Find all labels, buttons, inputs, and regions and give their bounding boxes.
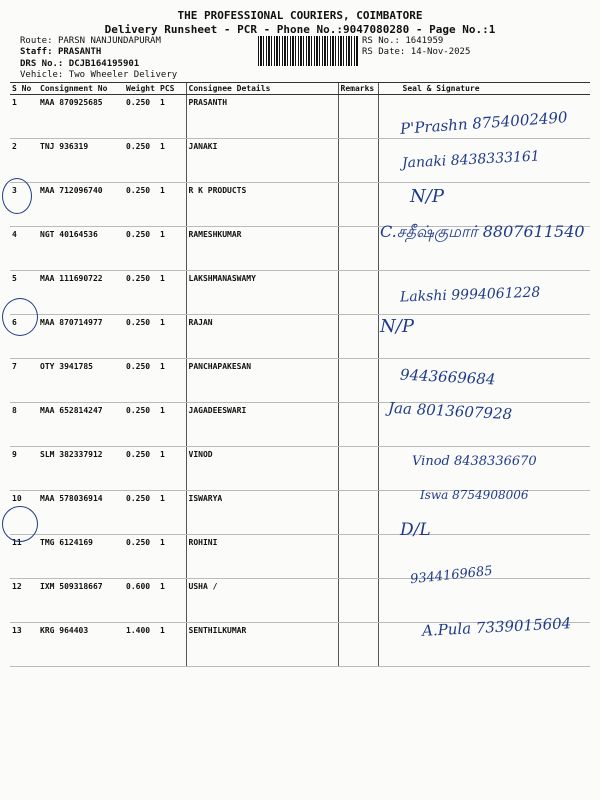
remarks-cell: [338, 535, 378, 579]
consignee-cell: USHA /: [186, 579, 338, 623]
consignee-cell: LAKSHMANASWAMY: [186, 271, 338, 315]
consignee-cell: JAGADEESWARI: [186, 403, 338, 447]
signature-row-8: Jaa 8013607928: [387, 398, 513, 424]
consignee-cell: ROHINI: [186, 535, 338, 579]
signature-row-13: A.Pula 7339015604: [421, 614, 572, 640]
col-consignee: Consignee Details: [186, 83, 338, 95]
remarks-cell: [338, 579, 378, 623]
consignment-cell: NGT 40164536: [38, 227, 124, 271]
table-row: [10, 315, 590, 359]
weight-cell: 1.400: [124, 623, 158, 667]
pcs-cell: 1: [158, 139, 186, 183]
consignment-cell: IXM 509318667: [38, 579, 124, 623]
circle-mark-row-11: [2, 506, 38, 542]
sno-cell: 5: [10, 271, 38, 315]
consignment-cell: MAA 111690722: [38, 271, 124, 315]
signature-row-3: N/P: [410, 186, 444, 207]
col-sno: S No: [10, 83, 38, 95]
remarks-cell: [338, 95, 378, 139]
consignee-cell: JANAKI: [186, 139, 338, 183]
sno-cell: 2: [10, 139, 38, 183]
pcs-cell: 1: [158, 491, 186, 535]
consignment-cell: MAA 870714977: [38, 315, 124, 359]
consignee-cell: ISWARYA: [186, 491, 338, 535]
sno-cell: 10: [10, 491, 38, 535]
vehicle-value: Two Wheeler Delivery: [68, 70, 178, 80]
staff-label: Staff:: [20, 47, 53, 57]
signature-row-5: Lakshi 9994061228: [399, 284, 541, 306]
pcs-cell: 1: [158, 95, 186, 139]
consignee-cell: VINOD: [186, 447, 338, 491]
barcode: [258, 36, 358, 66]
consignment-cell: OTY 3941785: [38, 359, 124, 403]
consignment-cell: TNJ 936319: [38, 139, 124, 183]
weight-cell: 0.250: [124, 359, 158, 403]
consignee-cell: RAJAN: [186, 315, 338, 359]
pcs-cell: 1: [158, 623, 186, 667]
pcs-cell: 1: [158, 579, 186, 623]
pcs-cell: 1: [158, 359, 186, 403]
remarks-cell: [338, 403, 378, 447]
remarks-cell: [338, 491, 378, 535]
table-header-row: [10, 83, 590, 95]
circle-mark-row-3: [2, 178, 32, 214]
consignee-cell: R K PRODUCTS: [186, 183, 338, 227]
pcs-cell: 1: [158, 315, 186, 359]
pcs-cell: 1: [158, 227, 186, 271]
runsheet-table: [10, 82, 590, 667]
table-body: [10, 95, 590, 667]
pcs-cell: 1: [158, 271, 186, 315]
route-line: [20, 36, 161, 46]
signature-row-2: Janaki 8438333161: [401, 148, 541, 172]
weight-cell: 0.250: [124, 315, 158, 359]
pcs-cell: 1: [158, 183, 186, 227]
col-remarks: Remarks: [338, 83, 378, 95]
vehicle-label: Vehicle:: [20, 70, 64, 80]
weight-cell: 0.250: [124, 535, 158, 579]
consignee-cell: SENTHILKUMAR: [186, 623, 338, 667]
sno-cell: 8: [10, 403, 38, 447]
remarks-cell: [338, 227, 378, 271]
consignment-cell: KRG 964403: [38, 623, 124, 667]
weight-cell: 0.250: [124, 227, 158, 271]
signature-row-7: 9443669684: [399, 365, 496, 389]
signature-row-12: 9344169685: [409, 563, 494, 588]
weight-cell: 0.600: [124, 579, 158, 623]
pcs-cell: 1: [158, 447, 186, 491]
remarks-cell: [338, 183, 378, 227]
consignment-cell: TMG 6124169: [38, 535, 124, 579]
route-value: PARSN NANJUNDAPURAM: [57, 36, 161, 46]
signature-row-6: N/P: [380, 316, 414, 337]
weight-cell: 0.250: [124, 447, 158, 491]
sno-cell: 12: [10, 579, 38, 623]
pcs-cell: 1: [158, 535, 186, 579]
table-row: [10, 579, 590, 623]
staff-line: [20, 47, 101, 57]
remarks-cell: [338, 139, 378, 183]
drs-value: DCJB164195901: [68, 59, 140, 69]
rs-date-value: 14-Nov-2025: [410, 47, 471, 57]
drs-label: DRS No.:: [20, 59, 64, 69]
consignment-cell: MAA 578036914: [38, 491, 124, 535]
consignment-cell: MAA 652814247: [38, 403, 124, 447]
consignee-cell: RAMESHKUMAR: [186, 227, 338, 271]
col-pcs: PCS: [158, 83, 186, 95]
weight-cell: 0.250: [124, 491, 158, 535]
vehicle-line: [20, 70, 177, 80]
consignee-cell: PANCHAPAKESAN: [186, 359, 338, 403]
col-consignment: Consignment No: [38, 83, 124, 95]
weight-cell: 0.250: [124, 183, 158, 227]
rs-no-line: [362, 36, 443, 46]
route-label: Route:: [20, 36, 53, 46]
rs-no-value: 1641959: [405, 36, 444, 46]
weight-cell: 0.250: [124, 403, 158, 447]
runsheet-title: Delivery Runsheet - PCR - Phone No.:9047080280 - Page No.:1: [104, 23, 496, 36]
rs-date-label: RS Date:: [362, 47, 406, 57]
signature-row-11: D/L: [400, 520, 431, 540]
consignee-cell: PRASANTH: [186, 95, 338, 139]
sno-cell: 3: [10, 183, 38, 227]
remarks-cell: [338, 447, 378, 491]
consignment-cell: SLM 382337912: [38, 447, 124, 491]
rs-date-line: [362, 47, 470, 57]
sno-cell: 6: [10, 315, 38, 359]
weight-cell: 0.250: [124, 95, 158, 139]
circle-mark-row-6: [2, 298, 38, 336]
sno-cell: 1: [10, 95, 38, 139]
sno-cell: 9: [10, 447, 38, 491]
signature-row-9: Vinod 8438336670: [412, 454, 537, 469]
remarks-cell: [338, 623, 378, 667]
remarks-cell: [338, 359, 378, 403]
sno-cell: 13: [10, 623, 38, 667]
weight-cell: 0.250: [124, 271, 158, 315]
signature-row-10: Iswa 8754908006: [420, 488, 529, 502]
rs-no-label: RS No.:: [362, 36, 400, 46]
signature-row-1: P'Prashn 8754002490: [399, 108, 569, 138]
table-row: [10, 359, 590, 403]
pcs-cell: 1: [158, 403, 186, 447]
table-row: [10, 535, 590, 579]
consignment-cell: MAA 870925685: [38, 95, 124, 139]
weight-cell: 0.250: [124, 139, 158, 183]
sno-cell: 11: [10, 535, 38, 579]
signature-row-4: C.சதீஷ்குமார் 8807611540: [380, 222, 585, 241]
sno-cell: 7: [10, 359, 38, 403]
drs-line: [20, 59, 139, 69]
col-seal: Seal & Signature: [378, 83, 590, 95]
staff-value: PRASANTH: [57, 47, 102, 57]
table-row: [10, 183, 590, 227]
remarks-cell: [338, 271, 378, 315]
remarks-cell: [338, 315, 378, 359]
consignment-cell: MAA 712096740: [38, 183, 124, 227]
col-weight: Weight: [124, 83, 158, 95]
company-title: THE PROFESSIONAL COURIERS, COIMBATORE: [177, 9, 423, 22]
sno-cell: 4: [10, 227, 38, 271]
